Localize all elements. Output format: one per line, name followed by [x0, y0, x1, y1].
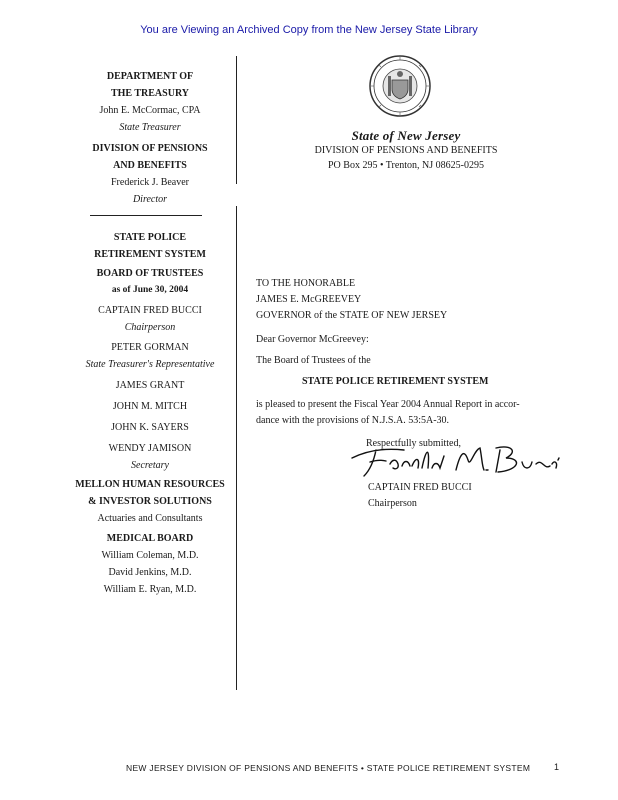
medical-heading: MEDICAL BOARD	[106, 533, 194, 544]
division-address: PO Box 295 • Trenton, NJ 08625-0295	[327, 160, 485, 171]
director-name: Frederick J. Beaver	[110, 177, 190, 188]
trustee-name: PETER GORMAN	[111, 342, 189, 353]
medical-member: William Coleman, M.D.	[101, 550, 199, 561]
division-heading: DIVISION OF PENSIONS AND BENEFITS	[314, 145, 498, 156]
addressee-line1: TO THE HONORABLE	[256, 278, 356, 289]
system-name: STATE POLICE RETIREMENT SYSTEM	[302, 376, 489, 387]
closing: Respectfully submitted,	[366, 438, 461, 449]
board-date: as of June 30, 2004	[111, 285, 189, 295]
division-line1: DIVISION OF PENSIONS	[92, 143, 208, 154]
trustee-name: JOHN K. SAYERS	[111, 422, 189, 433]
actuary-role: Actuaries and Consultants	[97, 513, 203, 524]
division-line2: AND BENEFITS	[113, 160, 187, 171]
dept-line2: THE TREASURY	[110, 88, 190, 99]
salutation: Dear Governor McGreevey:	[256, 334, 369, 345]
column-divider-top	[236, 56, 237, 184]
trustee-role: Secretary	[131, 460, 169, 471]
actuary-line1: MELLON HUMAN RESOURCES	[75, 479, 225, 490]
system-line1: STATE POLICE	[113, 232, 187, 243]
archive-banner: You are Viewing an Archived Copy from the New Jersey State Library	[140, 24, 478, 36]
column-divider-bottom	[236, 206, 237, 690]
trustee-name: WENDY JAMISON	[108, 443, 192, 454]
body-line1: is pleased to present the Fiscal Year 2004 Annual Report in accor-	[256, 399, 520, 410]
treasurer-title: State Treasurer	[119, 122, 181, 133]
board-heading: BOARD OF TRUSTEES	[96, 268, 204, 279]
addressee-line3: GOVERNOR of the STATE OF NEW JERSEY	[256, 310, 448, 321]
state-name-text: State of New Jersey	[351, 128, 461, 143]
board-roster	[60, 229, 240, 598]
signer-title: Chairperson	[368, 498, 417, 509]
page-footer: NEW JERSEY DIVISION OF PENSIONS AND BENEFITS • STATE POLICE RETIREMENT SYSTEM	[126, 763, 531, 773]
trustee-name: JAMES GRANT	[115, 380, 185, 391]
addressee-line2: JAMES E. McGREEVEY	[256, 294, 362, 305]
medical-member: William E. Ryan, M.D.	[103, 584, 197, 595]
left-divider	[90, 215, 202, 216]
left-sidebar	[60, 68, 240, 208]
dept-line1: DEPARTMENT OF	[106, 71, 194, 82]
director-title: Director	[132, 194, 168, 205]
signature	[346, 440, 566, 480]
state-seal-icon	[368, 54, 432, 118]
trustee-name: JOHN M. MITCH	[112, 401, 188, 412]
actuary-line2: & INVESTOR SOLUTIONS	[88, 496, 212, 507]
intro-line: The Board of Trustees of the	[256, 355, 371, 366]
treasurer-name: John E. McCormac, CPA	[99, 105, 201, 116]
medical-member: David Jenkins, M.D.	[108, 567, 192, 578]
trustee-role: Chairperson	[124, 322, 176, 333]
letter-body	[256, 276, 556, 452]
system-line2: RETIREMENT SYSTEM	[94, 249, 206, 260]
body-line2: dance with the provisions of N.J.S.A. 53:5A-30.	[256, 415, 450, 426]
signer-name: CAPTAIN FRED BUCCI	[368, 482, 472, 493]
state-name-heading	[256, 128, 556, 144]
trustee-name: CAPTAIN FRED BUCCI	[98, 305, 202, 316]
trustee-role: State Treasurer's Representative	[85, 359, 215, 370]
signer-block	[368, 480, 568, 512]
page-number: 1	[554, 762, 560, 772]
